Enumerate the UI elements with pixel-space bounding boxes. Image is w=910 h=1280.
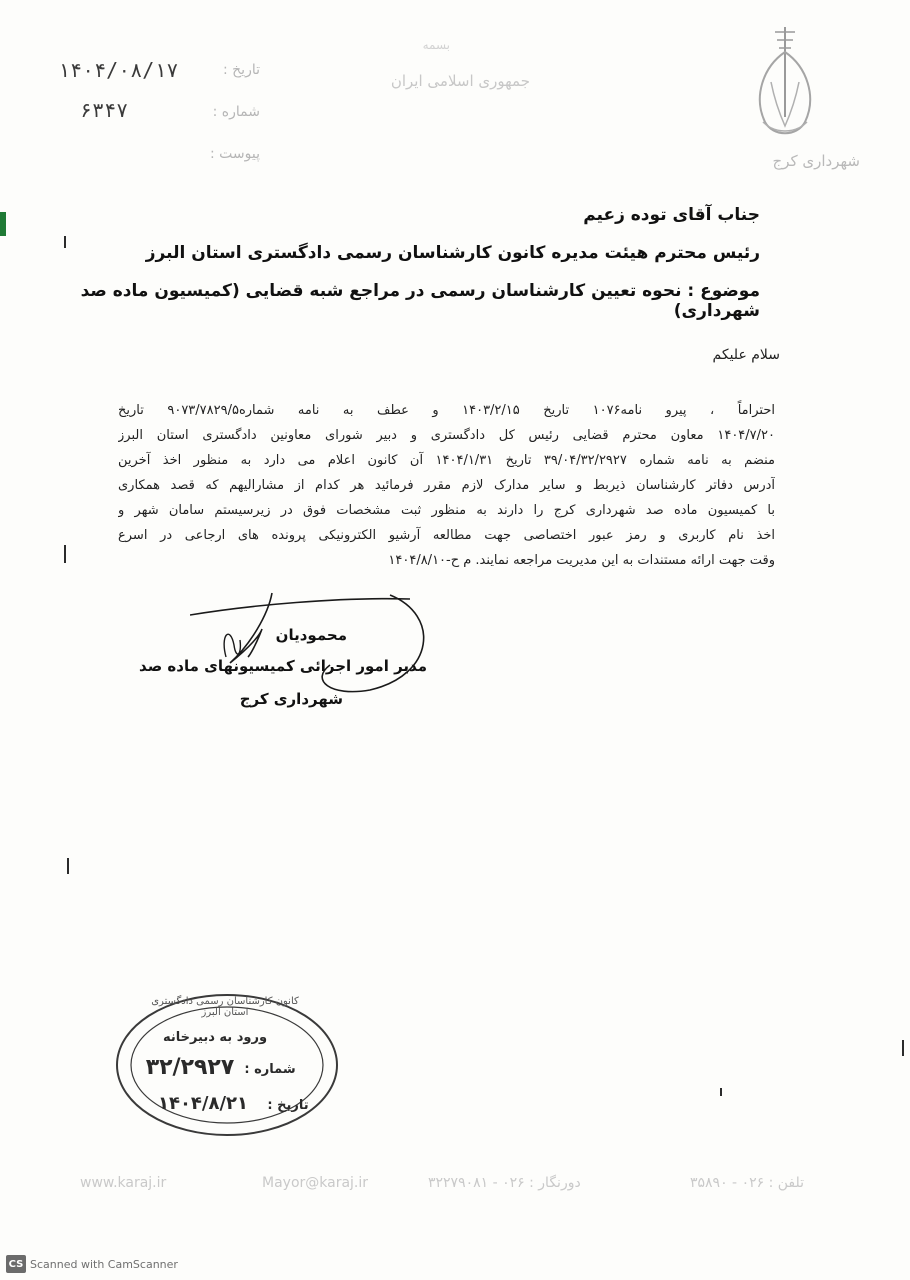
margin-tick [64, 545, 66, 563]
margin-tick [902, 1040, 904, 1056]
stamp-date-label: تاریخ : [267, 1098, 309, 1113]
footer-phone: تلفن : ۰۲۶ - ۳۵۸۹۰ [690, 1175, 805, 1191]
camscanner-watermark [6, 1254, 178, 1274]
body-line: احتراماً ، پیرو نامه۱۰۷۶ تاریخ ۱۴۰۳/۲/۱۵ و عطف به نامه شماره۹۰۷۳/۷۸۲۹/۵ تاریخ [118, 403, 775, 418]
camscanner-icon: CS [6, 1255, 26, 1273]
camscanner-text: Scanned with CamScanner [30, 1257, 178, 1271]
republic-heading: جمهوری اسلامی ایران [390, 72, 530, 90]
signatory-title: مدیر امور اجرائی کمیسیونهای ماده صد [139, 657, 427, 675]
body-line: با کمیسیون ماده صد شهرداری کرج را دارند به منظور ثبت مشخصات فوق در زیرسیستم سامان شهر و [118, 503, 775, 518]
addressee-name: جناب آقای توده زعیم [583, 205, 760, 225]
stamp-number-value: ۳۲/۲۹۲۷ [145, 1055, 235, 1080]
margin-tick [67, 858, 69, 874]
date-value: ۱۴۰۴/۰۸/۱۷ [58, 58, 179, 82]
body-line: وقت جهت ارائه مستندات به این مدیریت مراجعه نمایند. م ح-۱۴۰۴/۸/۱۰ [388, 553, 775, 568]
letter-body [118, 398, 775, 573]
subject-line: موضوع : نحوه تعیین کارشناسان رسمی در مراجع شبه قضایی (کمیسیون ماده صد شهرداری) [80, 281, 760, 321]
body-line: آدرس دفاتر کارشناسان ذیربط و سایر مدارک لازم مقرر فرمائید هر کدام از مشارالیهم که قصد همکاری [118, 478, 775, 493]
margin-tick [720, 1088, 722, 1096]
margin-tick [64, 236, 66, 248]
footer-fax: دورنگار : ۰۲۶ - ۳۲۲۷۹۰۸۱ [428, 1175, 581, 1191]
date-label: تاریخ : [222, 62, 260, 78]
logo-caption: شهرداری کرج [772, 152, 860, 170]
stamp-number-label: شماره : [244, 1062, 296, 1077]
attachment-label: پیوست : [210, 146, 260, 162]
body-line: اخذ نام کاربری و رمز عبور اختصاصی جهت مطالعه آرشیو الکترونیکی پرونده های ارجاعی در اسرع [118, 528, 775, 543]
number-label: شماره : [212, 104, 260, 120]
signatory-organization: شهرداری کرج [239, 690, 343, 708]
body-line: ۱۴۰۴/۷/۲۰ معاون محترم قضایی رئیس کل دادگستری و دبیر شورای معاونین دادگستری استان البرز [118, 428, 775, 443]
footer-email: Mayor@karaj.ir [262, 1175, 369, 1191]
greeting: سلام علیکم [712, 347, 780, 363]
stamp-receipt-label: ورود به دبیرخانه [162, 1030, 268, 1045]
stamp-ring-text: کانون کارشناسان رسمی دادگستری استان البرز [151, 996, 299, 1018]
footer-website: www.karaj.ir [80, 1175, 167, 1191]
number-value: ۶۳۴۷ [80, 98, 129, 122]
body-line: منضم به نامه شماره ۳۹/۰۴/۳۲/۲۹۲۷ تاریخ ۱۴۰۴/۱/۳۱ آن کانون اعلام می دارد به منظور اخذ آخرین [118, 453, 775, 468]
signatory-name: محمودیان [275, 626, 347, 644]
scan-edge-mark [0, 212, 6, 236]
stamp-date-value: ۱۴۰۴/۸/۲۱ [157, 1093, 249, 1114]
bismillah-mark: بسمه [422, 38, 450, 52]
addressee-title: رئیس محترم هیئت مدیره کانون کارشناسان رسمی دادگستری استان البرز [145, 243, 760, 263]
karaj-municipality-logo [745, 22, 825, 152]
handwritten-signature [190, 585, 440, 705]
